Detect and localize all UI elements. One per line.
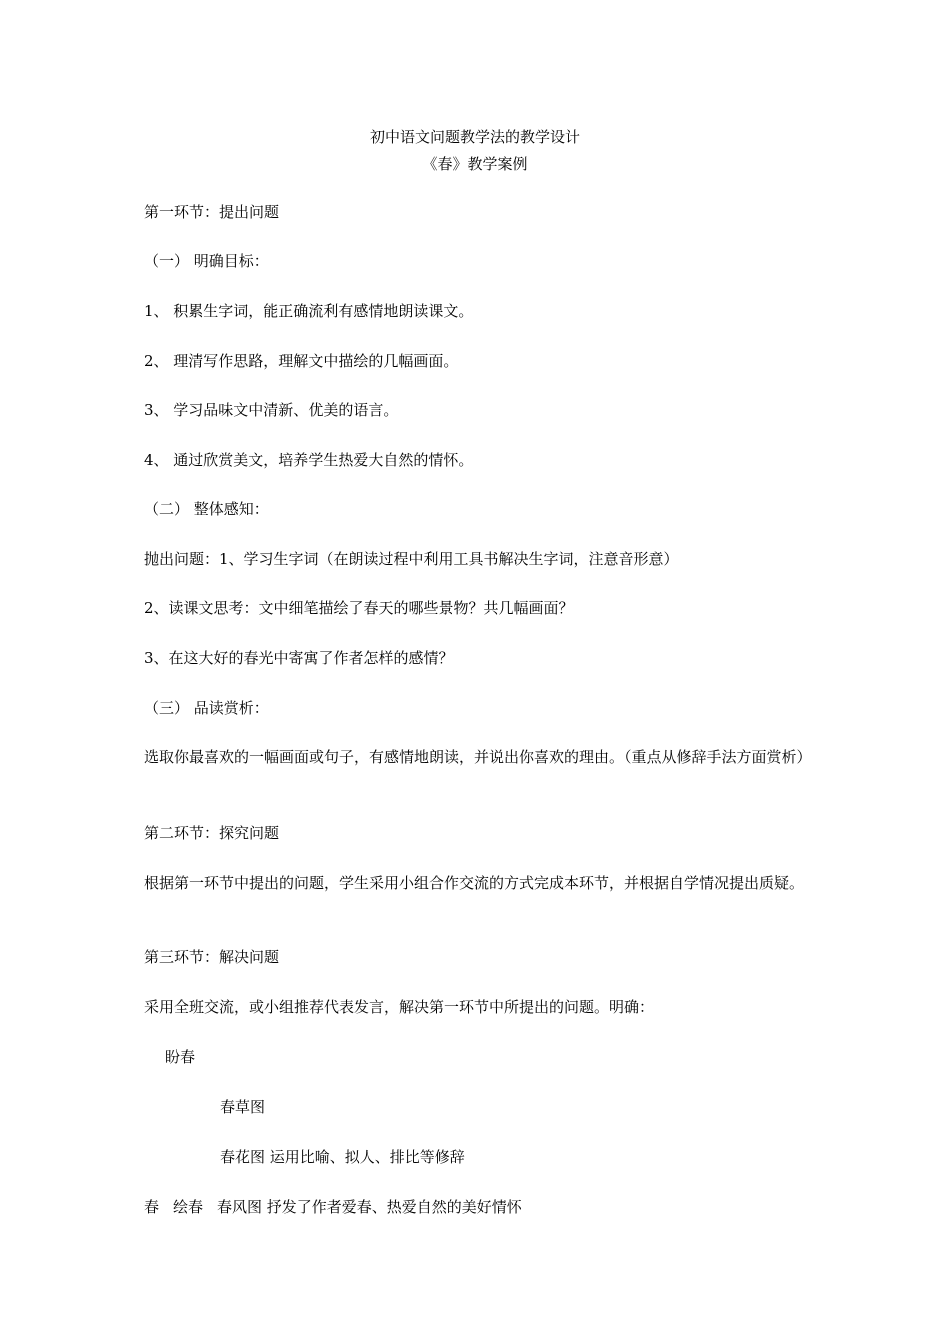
section2-paragraph: 根据第一环节中提出的问题，学生采用小组合作交流的方式完成本环节，并根据自学情况提出质疑。 [144,874,805,892]
section2-heading: 第二环节：探究问题 [144,824,280,842]
outline-chun-hua-tu: 春花图 运用比喻、拟人、排比等修辞 [220,1148,465,1166]
section1-heading: 第一环节：提出问题 [144,203,280,221]
outline-chun-row [144,1196,810,1218]
goal-item-1: 1、 积累生字词，能正确流利有感情地朗读课文。 [144,302,474,320]
section3-heading: 第三环节：解决问题 [144,948,280,966]
part1-heading: （一） 明确目标： [144,252,269,270]
outline-chun: 春 [144,1198,160,1216]
part2-heading: （二） 整体感知： [144,500,269,518]
outline-pan-chun: 盼春 [165,1048,196,1066]
goal-item-4: 4、 通过欣赏美文，培养学生热爱大自然的情怀。 [144,451,474,469]
outline-chun-feng-tu: 春风图 抒发了作者爱春、热爱自然的美好情怀 [217,1198,522,1216]
outline-chun-cao-tu: 春草图 [220,1098,266,1116]
part3-heading: （三） 品读赏析： [144,699,269,717]
document-subtitle: 《春》教学案例 [422,155,528,173]
question-line-1: 抛出问题：1、学习生字词（在朗读过程中利用工具书解决生字词，注意音形意） [144,550,679,568]
goal-item-2: 2、 理清写作思路，理解文中描绘的几幅画面。 [144,352,459,370]
section3-paragraph: 采用全班交流，或小组推荐代表发言，解决第一环节中所提出的问题。明确： [144,998,655,1016]
question-line-2: 2、读课文思考：文中细笔描绘了春天的哪些景物？共几幅画面？ [144,599,574,617]
question-line-3: 3、在这大好的春光中寄寓了作者怎样的感情？ [144,649,454,667]
document-title: 初中语文问题教学法的教学设计 [369,128,580,146]
outline-hui-chun: 绘春 [173,1198,204,1216]
goal-item-3: 3、 学习品味文中清新、优美的语言。 [144,401,399,419]
appreciation-paragraph: 选取你最喜欢的一幅画面或句子，有感情地朗读，并说出你喜欢的理由。（重点从修辞手法方面赏析） [144,748,812,766]
